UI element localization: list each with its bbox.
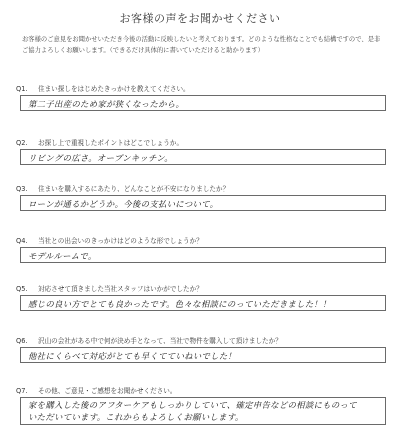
question-3 [16, 184, 388, 211]
question-1-label [16, 84, 388, 95]
question-4-text: 当社との出会いのきっかけはどのような形でしょうか？ [38, 237, 203, 245]
answer-5-box [20, 295, 386, 311]
question-7 [16, 386, 388, 425]
answer-5-text: 感じの良い方でとても良かったです。色々な相談にのっていただきました！！ [28, 299, 331, 309]
question-5 [16, 284, 388, 311]
question-5-number: Q5. [16, 285, 28, 293]
answer-3-text: ローンが通るかどうか。今後の支払いについて。 [28, 199, 219, 209]
question-6 [16, 336, 388, 363]
question-6-number: Q6. [16, 337, 28, 345]
question-1-number: Q1. [16, 85, 28, 93]
answer-2-box [20, 149, 386, 165]
answer-7-line-1: 家を購入した後のアフターケアもしっかりしていて、確定申告などの相談にものって [28, 400, 357, 410]
answer-4-text: モデルルームで。 [28, 251, 97, 261]
page-title: お客様の声をお聞かせください [119, 12, 281, 25]
question-5-text: 対応させて頂きました当社スタッフはいかがでしたか？ [38, 285, 203, 293]
question-3-number: Q3. [16, 185, 28, 193]
answer-6-text: 他社にくらべて対応がとても早くてていねいでした！ [28, 351, 237, 361]
question-6-text: 沢山の会社がある中で何が決め手となって、当社で物件を購入して頂けましたか？ [38, 337, 282, 345]
question-2-label [16, 138, 388, 149]
question-4-label [16, 236, 388, 247]
question-2-text: お探し上で重視したポイントはどこでしょうか。 [38, 139, 184, 147]
question-7-number: Q7. [16, 387, 28, 395]
answer-3-box [20, 195, 386, 211]
question-7-label [16, 386, 388, 397]
question-1 [16, 84, 388, 111]
answer-7-line-2: いただいています。これからもよろしくお願いします。 [28, 412, 244, 422]
answer-7-box [20, 397, 386, 425]
question-6-label [16, 336, 388, 347]
intro-text: お客様のご意見をお聞かせいただき今後の活動に反映したいと考えております。どのような性格なことでも結構ですので、是非ご協力よろしくお願いします。（できるだけ具体的に書いていただけると助かります） [22, 36, 381, 54]
answer-1-box [20, 95, 386, 111]
answer-1-text: 第二子出産のため家が狭くなったから。 [28, 99, 185, 109]
question-2-number: Q2. [16, 139, 28, 147]
question-5-label [16, 284, 388, 295]
answer-6-box [20, 347, 386, 363]
question-1-text: 住まい探しをはじめたきっかけを教えてください。 [38, 85, 190, 93]
answer-2-text: リビングの広さ。オープンキッチン。 [28, 153, 173, 163]
question-3-label [16, 184, 388, 195]
question-4 [16, 236, 388, 263]
answer-4-box [20, 247, 386, 263]
question-3-text: 住まいを購入するにあたり、どんなことが不安になりましたか？ [38, 185, 230, 193]
question-7-text: その他、ご意見・ご感想をお聞かせください。 [38, 387, 177, 395]
question-4-number: Q4. [16, 237, 28, 245]
question-2 [16, 138, 388, 165]
